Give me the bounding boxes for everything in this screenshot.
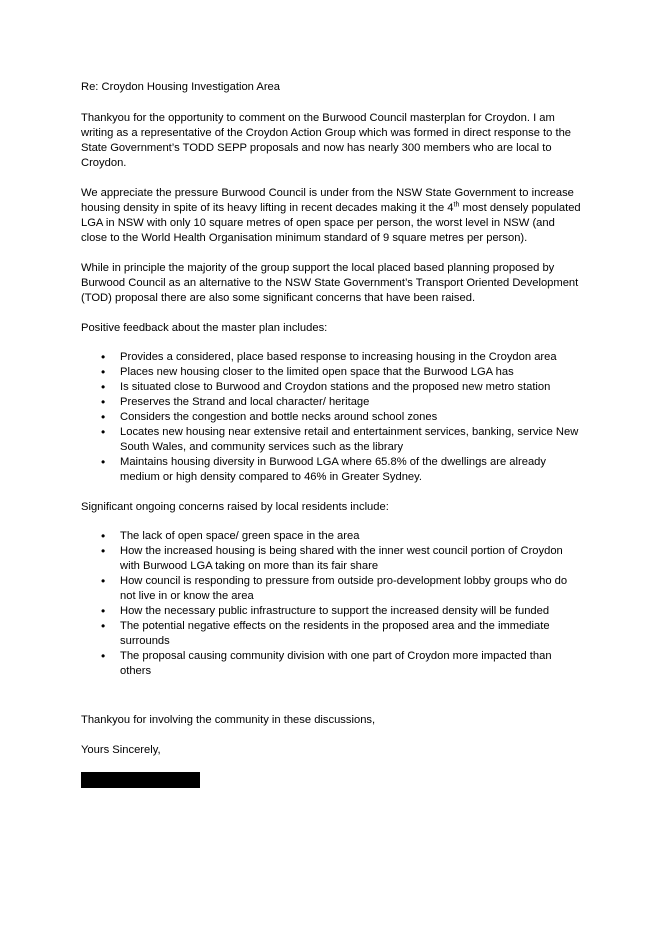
letter-subject: Re: Croydon Housing Investigation Area bbox=[81, 81, 281, 93]
letter-body bbox=[81, 80, 581, 788]
positive-list bbox=[81, 350, 581, 485]
intro-paragraph: Thankyou for the opportunity to comment on the Burwood Council masterplan for Croydon. I am writing as a representative of the Croydon Action Group which was formed in direct response to the State Government’s TODD SEPP proposals and now has nearly 300 members who are local to Croydon. bbox=[81, 112, 572, 169]
list-item: • Maintains housing diversity in Burwood LGA where 65.8% of the dwellings are already medium or high density compared to 46% in Greater Sydney. bbox=[81, 455, 581, 485]
list-item: • How the necessary public infrastructure to support the increased density will be funded bbox=[81, 604, 581, 619]
support-paragraph: While in principle the majority of the group support the local placed based planning proposed by Burwood Council as an alternative to the NSW State Government’s Transport Oriented Development (TOD) proposal there are also some significant concerns that have been raised. bbox=[81, 262, 579, 304]
list-item: • Locates new housing near extensive retail and entertainment services, banking, service New South Wales, and community services such as the library bbox=[81, 425, 581, 455]
ordinal-suffix: th bbox=[453, 201, 460, 209]
positive-heading: Positive feedback about the master plan includes: bbox=[81, 322, 328, 334]
redacted-signature bbox=[81, 772, 200, 788]
list-item: • How the increased housing is being shared with the inner west council portion of Croydon with Burwood LGA taking on more than its fair share bbox=[81, 544, 581, 574]
list-item: • Is situated close to Burwood and Croydon stations and the proposed new metro station bbox=[81, 380, 581, 395]
list-item: • Provides a considered, place based response to increasing housing in the Croydon area bbox=[81, 350, 581, 365]
pressure-paragraph-start: We appreciate the pressure Burwood Council is under from the NSW State Government to increase housing density in spite of its heavy lifting in recent decades making it the 4 bbox=[81, 187, 574, 214]
pressure-paragraph-end: most densely populated LGA in NSW with only 10 square metres of open space per person, the worst level in NSW (and close to the World Health Organisation minimum standard of 9 square metres per person). bbox=[81, 202, 581, 244]
list-item: • Places new housing closer to the limited open space that the Burwood LGA has bbox=[81, 365, 581, 380]
concerns-list bbox=[81, 529, 581, 679]
sign-off: Yours Sincerely, bbox=[81, 744, 161, 756]
list-item: • How council is responding to pressure from outside pro-development lobby groups who do not live in or know the area bbox=[81, 574, 581, 604]
list-item: • The potential negative effects on the residents in the proposed area and the immediate surrounds bbox=[81, 619, 581, 649]
list-item: • Preserves the Strand and local character/ heritage bbox=[81, 395, 581, 410]
list-item: • Considers the congestion and bottle necks around school zones bbox=[81, 410, 581, 425]
closing-line: Thankyou for involving the community in these discussions, bbox=[81, 714, 376, 726]
list-item: • The lack of open space/ green space in the area bbox=[81, 529, 581, 544]
pressure-paragraph bbox=[81, 186, 581, 246]
list-item: • The proposal causing community division with one part of Croydon more impacted than others bbox=[81, 649, 581, 679]
concerns-heading: Significant ongoing concerns raised by local residents include: bbox=[81, 501, 389, 513]
